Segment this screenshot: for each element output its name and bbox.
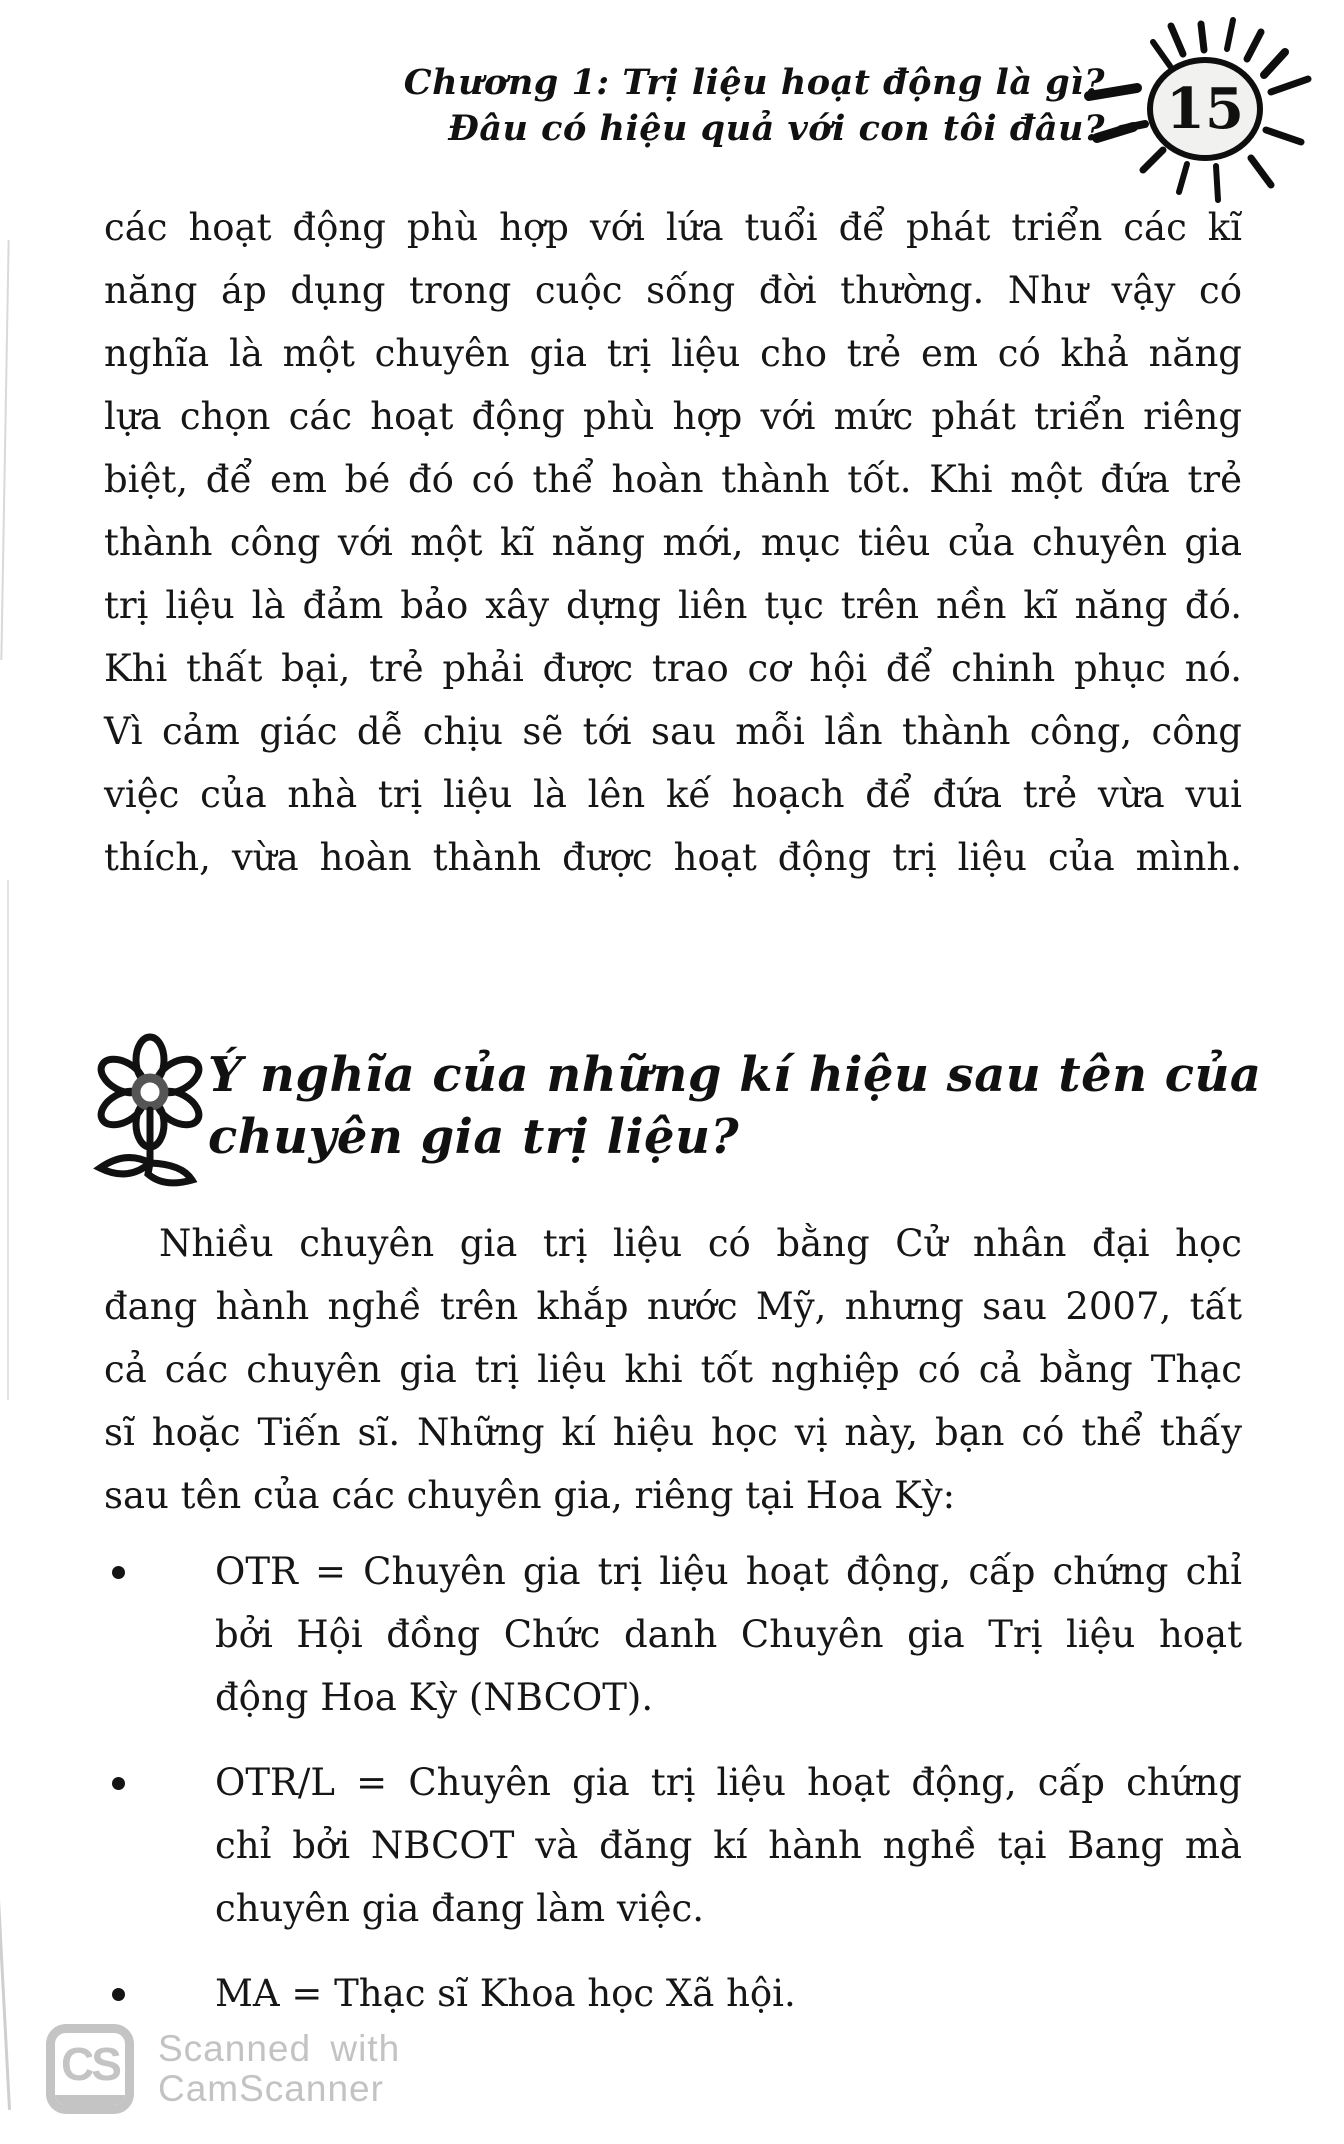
- bullet-dot-icon: [112, 1988, 125, 2001]
- camscanner-logo-letters: CS: [61, 2038, 119, 2090]
- section-heading-line1: Ý nghĩa của những kí hiệu sau tên của: [208, 1047, 1262, 1103]
- text-line: năng áp dụng trong cuộc sống đời thường. Như vậy có: [104, 269, 1242, 312]
- page-number: 15: [1166, 76, 1244, 142]
- chapter-header: [404, 60, 1105, 152]
- bullet-list: [104, 1540, 1242, 2047]
- text-line: sau tên của các chuyên gia, riêng tại Hoa Kỳ:: [104, 1474, 956, 1517]
- watermark-text-line1: Scanned with: [158, 2028, 401, 2069]
- bullet-dot-icon: [112, 1566, 125, 1579]
- section-heading: [208, 1044, 1318, 1168]
- paragraph-2: [104, 1212, 1242, 1527]
- text-line: Vì cảm giác dễ chịu sẽ tới sau mỗi lần thành công, công: [104, 710, 1242, 753]
- text-line: thích, vừa hoàn thành được hoạt động trị liệu của mình.: [104, 836, 1242, 879]
- watermark-text-line2: CamScanner: [158, 2068, 384, 2109]
- chapter-title-line2: Đâu có hiệu quả với con tôi đâu?: [448, 108, 1105, 149]
- watermark-text: [158, 2029, 400, 2109]
- text-line: OTR/L = Chuyên gia trị liệu hoạt động, cấp chứng: [215, 1761, 1242, 1804]
- text-line: cả các chuyên gia trị liệu khi tốt nghiệp có cả bằng Thạc: [104, 1348, 1242, 1391]
- text-line: nghĩa là một chuyên gia trị liệu cho trẻ em có khả năng: [104, 332, 1242, 375]
- text-line: việc của nhà trị liệu là lên kế hoạch để đứa trẻ vừa vui: [104, 773, 1242, 816]
- flower-icon: [92, 1030, 208, 1196]
- text-line: đang hành nghề trên khắp nước Mỹ, nhưng sau 2007, tất: [104, 1285, 1242, 1328]
- bullet-dot-icon: [112, 1777, 125, 1790]
- section-heading-line2: chuyên gia trị liệu?: [208, 1109, 740, 1165]
- scan-artifact: [0, 240, 9, 660]
- scan-artifact: [7, 880, 9, 1400]
- text-line: Nhiều chuyên gia trị liệu có bằng Cử nhân đại học: [159, 1222, 1242, 1265]
- text-line: lựa chọn các hoạt động phù hợp với mức phát triển riêng: [104, 395, 1242, 438]
- list-item: [104, 1540, 1242, 1729]
- text-line: trị liệu là đảm bảo xây dựng liên tục trên nền kĩ năng đó.: [104, 584, 1242, 627]
- scan-artifact: [0, 1880, 11, 2110]
- sun-page-number-icon: [1075, 14, 1344, 210]
- text-line: chỉ bởi NBCOT và đăng kí hành nghề tại Bang mà: [215, 1824, 1242, 1867]
- text-line: MA = Thạc sĩ Khoa học Xã hội.: [215, 1972, 796, 2015]
- text-line: biệt, để em bé đó có thể hoàn thành tốt. Khi một đứa trẻ: [104, 458, 1242, 501]
- text-line: sĩ hoặc Tiến sĩ. Những kí hiệu học vị này, bạn có thể thấy: [104, 1411, 1242, 1454]
- list-item: [104, 1751, 1242, 1940]
- text-line: Khi thất bại, trẻ phải được trao cơ hội để chinh phục nó.: [104, 647, 1242, 690]
- text-line: chuyên gia đang làm việc.: [215, 1887, 704, 1930]
- camscanner-logo-icon: [46, 2024, 134, 2114]
- camscanner-logo-band: [46, 2095, 134, 2114]
- chapter-title-line1: Chương 1: Trị liệu hoạt động là gì?: [403, 62, 1105, 103]
- text-line: bởi Hội đồng Chức danh Chuyên gia Trị liệu hoạt: [215, 1613, 1242, 1656]
- text-line: động Hoa Kỳ (NBCOT).: [215, 1676, 654, 1719]
- text-line: OTR = Chuyên gia trị liệu hoạt động, cấp chứng chỉ: [215, 1550, 1242, 1593]
- camscanner-watermark: [46, 2024, 400, 2114]
- paragraph-1: [104, 196, 1242, 889]
- text-line: các hoạt động phù hợp với lứa tuổi để phát triển các kĩ: [104, 206, 1242, 249]
- list-item: [104, 1962, 1242, 2025]
- text-line: thành công với một kĩ năng mới, mục tiêu của chuyên gia: [104, 521, 1242, 564]
